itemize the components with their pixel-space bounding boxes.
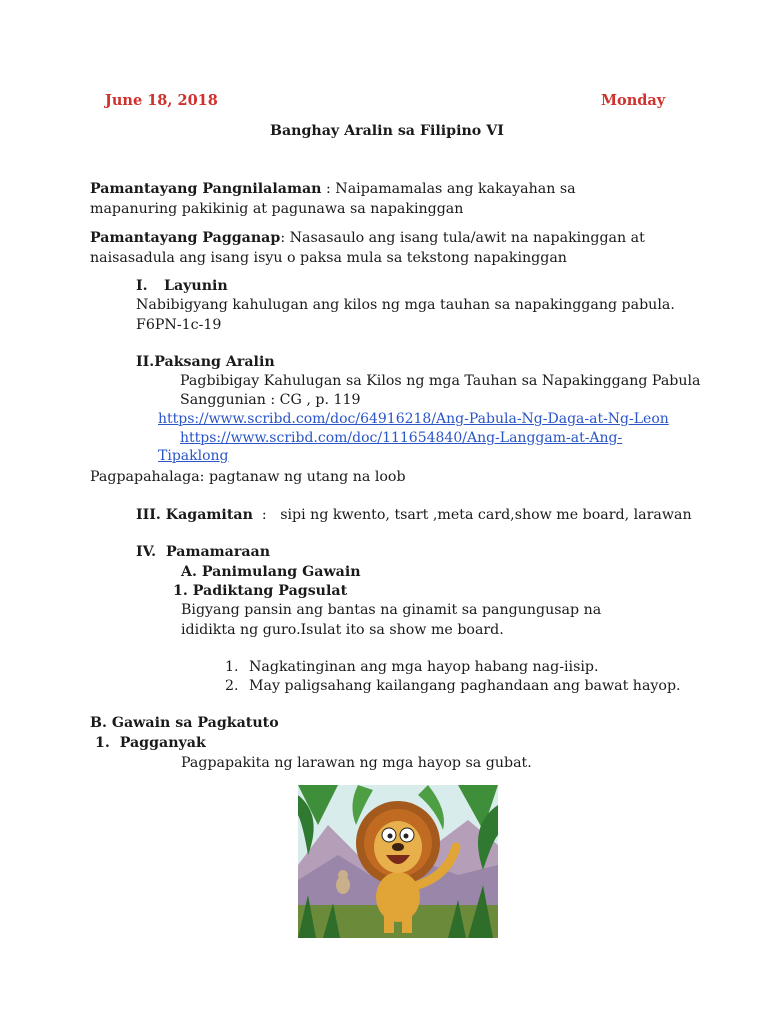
gawain-heading: B. Gawain sa Pagkatuto: [90, 715, 279, 731]
paksa-heading: II.Paksang Aralin: [136, 354, 275, 370]
kagamitan-heading: III. Kagamitan: [136, 507, 253, 523]
values-line: Pagpapahalaga: pagtanaw ng utang na loob: [90, 469, 406, 485]
dictation-item: May paligsahang kailangang paghandaan ang bawat hayop.: [249, 678, 681, 694]
paksa-topic: Pagbibigay Kahulugan sa Kilos ng mga Tauhan sa Napakinggang Pabula: [180, 373, 701, 389]
content-standard-text: Naipamamalas ang kakayahan sa mapanuring pakikinig at pagunawa sa napakinggan: [90, 181, 576, 217]
layunin-numeral: I.: [136, 278, 148, 294]
paksa-reference: Sanggunian : CG , p. 119: [180, 392, 361, 408]
padiktang-pagsulat-heading: 1. Padiktang Pagsulat: [173, 583, 348, 599]
layunin-text: Nabibigyang kahulugan ang kilos ng mga tauhan sa napakinggang pabula. F6PN-1c-19: [136, 297, 675, 333]
content-standard: [90, 180, 650, 219]
lion-illustration: [298, 785, 498, 938]
performance-standard-sep: :: [280, 230, 290, 246]
panimulang-gawain-heading: A. Panimulang Gawain: [181, 564, 361, 580]
reference-link-2[interactable]: https://www.scribd.com/doc/111654840/Ang-Langgam-at-Ang-: [180, 430, 623, 446]
layunin-heading: Layunin: [164, 278, 228, 294]
lion-jungle-picture: [298, 785, 498, 938]
pagganyak-heading: 1. Pagganyak: [95, 735, 206, 751]
dictation-item-num: 1.: [225, 659, 239, 675]
lesson-date: June 18, 2018: [105, 92, 218, 109]
kagamitan-line: [136, 506, 692, 525]
kagamitan-sep: :: [252, 507, 281, 523]
padikta-instruction: Bigyang pansin ang bantas na ginamit sa pangungusap na ididikta ng guro.Isulat ito sa show me board.: [181, 602, 602, 638]
pamamaraan-heading: IV. Pamamaraan: [136, 544, 271, 560]
dictation-item: Nagkatinginan ang mga hayop habang nag-iisip.: [249, 659, 599, 675]
pagganyak-text: Pagpapakita ng larawan ng mga hayop sa gubat.: [181, 755, 532, 771]
reference-link-2-cont[interactable]: Tipaklong: [158, 448, 229, 464]
lesson-day: Monday: [601, 92, 666, 109]
kagamitan-text: sipi ng kwento, tsart ,meta card,show me board, larawan: [280, 507, 692, 523]
content-standard-label: Pamantayang Pangnilalaman: [90, 181, 322, 197]
page-title: Banghay Aralin sa Filipino VI: [270, 123, 504, 139]
performance-standard-text: Nasasaulo ang isang tula/awit na napakinggan at naisasadula ang isang isyu o paksa mula sa tekstong napakinggan: [90, 230, 645, 266]
reference-link-1[interactable]: https://www.scribd.com/doc/64916218/Ang-Pabula-Ng-Daga-at-Ng-Leon: [158, 411, 669, 427]
performance-standard-label: Pamantayang Pagganap: [90, 230, 281, 246]
content-standard-sep: :: [321, 181, 336, 197]
performance-standard: [90, 229, 645, 268]
dictation-item-num: 2.: [225, 678, 239, 694]
